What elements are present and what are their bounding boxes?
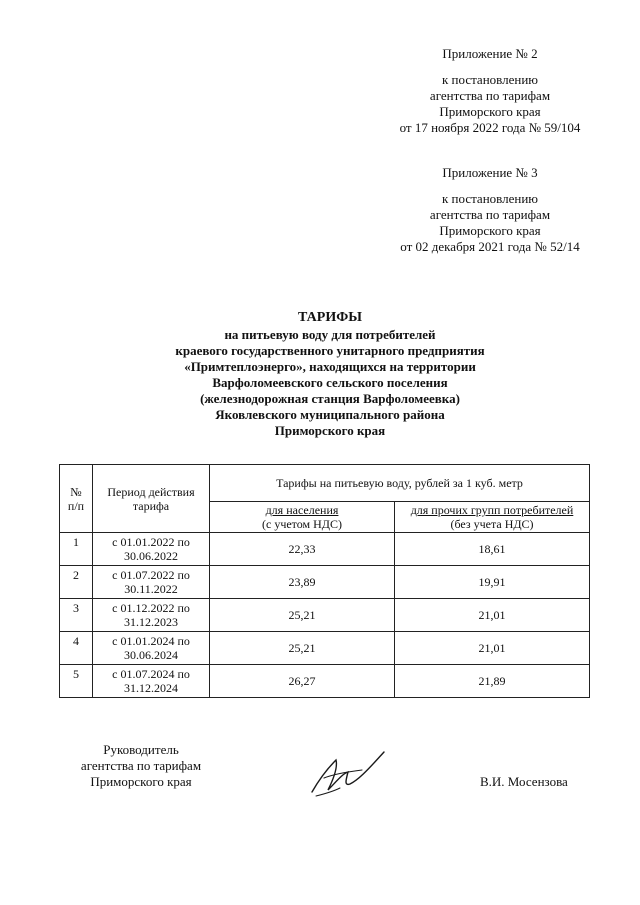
row-others-tariff: 18,61 bbox=[395, 533, 590, 566]
header-others-line: для прочих групп потребителей bbox=[410, 503, 574, 517]
row-period-line: с 01.07.2024 по bbox=[112, 667, 190, 681]
row-period-line: с 01.07.2022 по bbox=[112, 568, 190, 582]
table-header-row bbox=[60, 465, 590, 502]
header-others bbox=[395, 502, 590, 533]
signatory-name: В.И. Мосензова bbox=[480, 774, 568, 789]
row-period bbox=[93, 599, 210, 632]
row-population-tariff: 25,21 bbox=[210, 599, 395, 632]
row-population-tariff: 22,33 bbox=[210, 533, 395, 566]
header-number-line: п/п bbox=[67, 498, 85, 513]
table-row bbox=[60, 566, 590, 599]
row-number: 4 bbox=[60, 632, 93, 665]
header-period-line: тарифа bbox=[132, 498, 170, 513]
title-line: «Примтеплоэнерго», находящихся на территории bbox=[184, 359, 476, 374]
signatory-position-line: агентства по тарифам bbox=[80, 758, 202, 773]
header-number bbox=[60, 465, 93, 533]
row-period-line: с 01.01.2024 по bbox=[112, 634, 190, 648]
row-population-tariff: 25,21 bbox=[210, 632, 395, 665]
row-period-line: 31.12.2023 bbox=[124, 615, 178, 629]
appendix-3-line: от 02 декабря 2021 года № 52/14 bbox=[400, 239, 580, 254]
row-period-line: с 01.01.2022 по bbox=[112, 535, 190, 549]
row-period-line: 31.12.2024 bbox=[124, 681, 178, 695]
title-line: Варфоломеевского сельского поселения bbox=[212, 375, 448, 390]
table-row bbox=[60, 632, 590, 665]
row-period-line: 30.11.2022 bbox=[124, 582, 178, 596]
title-line: Приморского края bbox=[274, 423, 386, 438]
header-population-line: (с учетом НДС) bbox=[262, 517, 342, 531]
row-others-tariff: 19,91 bbox=[395, 566, 590, 599]
signatory-position-line: Приморского края bbox=[90, 774, 192, 789]
row-period-line: 30.06.2024 bbox=[124, 648, 178, 662]
header-population bbox=[210, 502, 395, 533]
appendix-3-title: Приложение № 3 bbox=[442, 165, 538, 180]
header-period-line: Период действия bbox=[107, 484, 195, 499]
row-period-line: с 01.12.2022 по bbox=[112, 601, 190, 615]
row-others-tariff: 21,89 bbox=[395, 665, 590, 698]
row-period bbox=[93, 665, 210, 698]
handwritten-signature-icon bbox=[306, 748, 386, 800]
appendix-2-line: от 17 ноября 2022 года № 59/104 bbox=[399, 120, 581, 135]
document-title bbox=[100, 310, 560, 439]
header-period bbox=[93, 465, 210, 533]
appendix-3-block bbox=[380, 165, 600, 255]
title-line: на питьевую воду для потребителей bbox=[224, 327, 436, 342]
row-period bbox=[93, 533, 210, 566]
row-others-tariff: 21,01 bbox=[395, 632, 590, 665]
appendix-2-line: к постановлению bbox=[441, 72, 539, 87]
row-period bbox=[93, 566, 210, 599]
row-number: 3 bbox=[60, 599, 93, 632]
row-number: 2 bbox=[60, 566, 93, 599]
header-tariff-group: Тарифы на питьевую воду, рублей за 1 куб. метр bbox=[210, 465, 590, 502]
table-row bbox=[60, 533, 590, 566]
appendix-2-line: агентства по тарифам bbox=[429, 88, 551, 103]
header-others-line: (без учета НДС) bbox=[450, 517, 534, 531]
appendix-3-line: Приморского края bbox=[439, 223, 541, 238]
row-number: 1 bbox=[60, 533, 93, 566]
title-line: краевого государственного унитарного предприятия bbox=[175, 343, 485, 358]
title-line: Яковлевского муниципального района bbox=[215, 407, 445, 422]
row-population-tariff: 26,27 bbox=[210, 665, 395, 698]
appendix-3-line: к постановлению bbox=[441, 191, 539, 206]
appendix-2-line: Приморского края bbox=[439, 104, 541, 119]
table-row bbox=[60, 599, 590, 632]
appendix-3-line: агентства по тарифам bbox=[429, 207, 551, 222]
row-population-tariff: 23,89 bbox=[210, 566, 395, 599]
title-main: ТАРИФЫ bbox=[298, 310, 362, 325]
row-others-tariff: 21,01 bbox=[395, 599, 590, 632]
signatory-position bbox=[66, 742, 216, 790]
appendix-2-block bbox=[380, 46, 600, 136]
header-number-line: № bbox=[70, 484, 82, 499]
tariff-table bbox=[59, 464, 590, 698]
appendix-2-title: Приложение № 2 bbox=[442, 46, 538, 61]
title-line: (железнодорожная станция Варфоломеевка) bbox=[200, 391, 460, 406]
row-period-line: 30.06.2022 bbox=[124, 549, 178, 563]
row-number: 5 bbox=[60, 665, 93, 698]
table-row bbox=[60, 665, 590, 698]
row-period bbox=[93, 632, 210, 665]
signatory-position-line: Руководитель bbox=[103, 742, 179, 757]
header-population-line: для населения bbox=[265, 503, 339, 517]
